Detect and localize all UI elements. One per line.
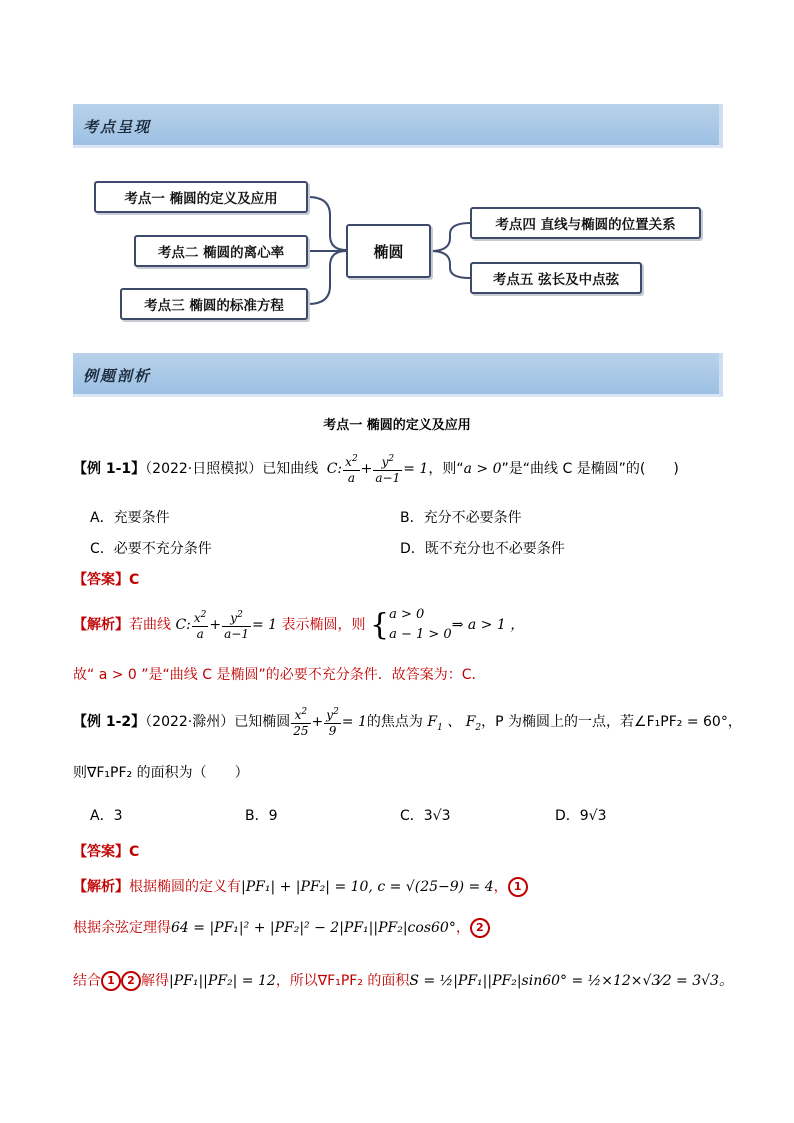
option-c: C．3√3 bbox=[400, 808, 451, 824]
mindmap-node-kaodian3 bbox=[120, 288, 308, 320]
system-of-inequalities: {a > 0 a − 1 > 0 bbox=[369, 607, 452, 643]
answer-1-1 bbox=[73, 569, 139, 589]
equation: |PF₁||PF₂| = 12 bbox=[169, 973, 276, 989]
stem-part: ”是“曲线 C 是椭圆”的( ) bbox=[501, 461, 679, 477]
banner-title: 考点呈现 bbox=[83, 118, 152, 136]
answer-value: C bbox=[129, 844, 140, 860]
section-banner-liti bbox=[73, 353, 723, 397]
example-source: （2022·滁州）已知椭圆 bbox=[145, 714, 291, 730]
mindmap-node-kaodian2 bbox=[134, 235, 308, 267]
node-label: 考点三 椭圆的标准方程 bbox=[144, 298, 284, 314]
stem-part: ，则“ bbox=[428, 461, 464, 477]
analysis-label: 【解析】 bbox=[73, 879, 129, 895]
answer-label: 【答案】 bbox=[73, 844, 129, 860]
analysis-text: ，所以∇F₁PF₂ 的面积 bbox=[275, 973, 410, 989]
analysis-label: 【解析】 bbox=[73, 617, 129, 633]
node-label: 考点五 弦长及中点弦 bbox=[492, 272, 620, 288]
curve-formula: C: $\frac{x^2}{a}$ + $\frac{y^2}{a-1}$ = 1 bbox=[175, 610, 278, 641]
option-d: D．既不充分也不必要条件 bbox=[400, 541, 565, 557]
curve-formula: C: $\frac{x^2}{a}$ + $\frac{y^2}{a-1}$ = 1 bbox=[326, 454, 429, 485]
analysis-1-2-line3 bbox=[73, 970, 733, 991]
analysis-text: 根据椭圆的定义有 bbox=[129, 879, 241, 895]
example-source: （2022·日照模拟）已知曲线 bbox=[145, 461, 319, 477]
mindmap-node-kaodian1 bbox=[94, 181, 308, 213]
node-label: 椭圆 bbox=[373, 242, 404, 261]
option-a: A．充要条件 bbox=[90, 510, 170, 526]
option-b: B．9 bbox=[245, 808, 278, 824]
example-1-2-question: 则∇F₁PF₂ 的面积为（ ） bbox=[73, 765, 249, 781]
area-equation: S = ½|PF₁||PF₂|sin60° = ½×12×√3⁄2 = 3√3。 bbox=[409, 973, 733, 989]
mindmap-node-kaodian5 bbox=[470, 262, 642, 294]
example-tag: 【例 1-1】 bbox=[73, 461, 146, 477]
ellipse-formula: $\frac{x^2}{25}$ + $\frac{y^2}{9}$ = 1 bbox=[293, 707, 367, 738]
condition: a > 0 bbox=[463, 461, 502, 477]
option-d: D．9√3 bbox=[555, 808, 607, 824]
option-c: C．必要不充分条件 bbox=[90, 541, 212, 557]
banner-title: 例题剖析 bbox=[83, 367, 152, 385]
analysis-1-2-line2: 根据余弦定理得64 = |PF₁|² + |PF₂|² − 2|PF₁||PF₂|cos60°， 2 bbox=[73, 917, 490, 938]
analysis-result: ⇒ a > 1 ， bbox=[451, 617, 525, 633]
mindmap-node-kaodian4 bbox=[470, 207, 701, 239]
equation: |PF₁| + |PF₂| = 10, c = √(25−9) = 4 bbox=[241, 879, 494, 895]
circled-number-1: 1 bbox=[508, 877, 528, 897]
option-a: A．3 bbox=[90, 808, 123, 824]
analysis-text: 解得 bbox=[141, 973, 169, 989]
circled-number-2: 2 bbox=[121, 971, 141, 991]
analysis-1-1 bbox=[73, 605, 524, 645]
conclusion-1-1: 故“ a > 0 ”是“曲线 C 是椭圆”的必要不充分条件．故答案为：C． bbox=[73, 667, 486, 683]
circled-number-2: 2 bbox=[470, 918, 490, 938]
analysis-text: 根据余弦定理得 bbox=[73, 920, 171, 936]
answer-1-2 bbox=[73, 841, 139, 861]
node-label: 考点一 椭圆的定义及应用 bbox=[124, 191, 278, 207]
stem-part: ，P 为椭圆上的一点，若∠F₁PF₂ = 60°， bbox=[481, 714, 742, 730]
node-label: 考点四 直线与椭圆的位置关系 bbox=[495, 217, 676, 233]
example-tag: 【例 1-2】 bbox=[73, 714, 146, 730]
stem-part: 的焦点为 bbox=[366, 714, 423, 730]
option-b: B．充分不必要条件 bbox=[400, 510, 522, 526]
circled-number-1: 1 bbox=[101, 971, 121, 991]
node-label: 考点二 椭圆的离心率 bbox=[157, 245, 285, 261]
example-1-2-stem bbox=[73, 705, 742, 739]
example-1-1-stem bbox=[73, 452, 679, 486]
analysis-1-2-line1: 【解析】根据椭圆的定义有|PF₁| + |PF₂| = 10, c = √(25−9) = 4， 1 bbox=[73, 876, 528, 897]
section-title: 考点一 椭圆的定义及应用 bbox=[323, 418, 471, 433]
answer-value: C bbox=[129, 572, 140, 588]
mindmap-connectors bbox=[0, 0, 794, 340]
foci: $F_1$ 、 $F_2$ bbox=[427, 714, 482, 733]
analysis-text: 结合 bbox=[73, 973, 101, 989]
equation: 64 = |PF₁|² + |PF₂|² − 2|PF₁||PF₂|cos60° bbox=[171, 920, 456, 936]
analysis-text: 若曲线 bbox=[129, 617, 171, 633]
mindmap-center-node bbox=[346, 224, 431, 278]
answer-label: 【答案】 bbox=[73, 572, 129, 588]
analysis-text: 表示椭圆，则 bbox=[281, 617, 366, 633]
